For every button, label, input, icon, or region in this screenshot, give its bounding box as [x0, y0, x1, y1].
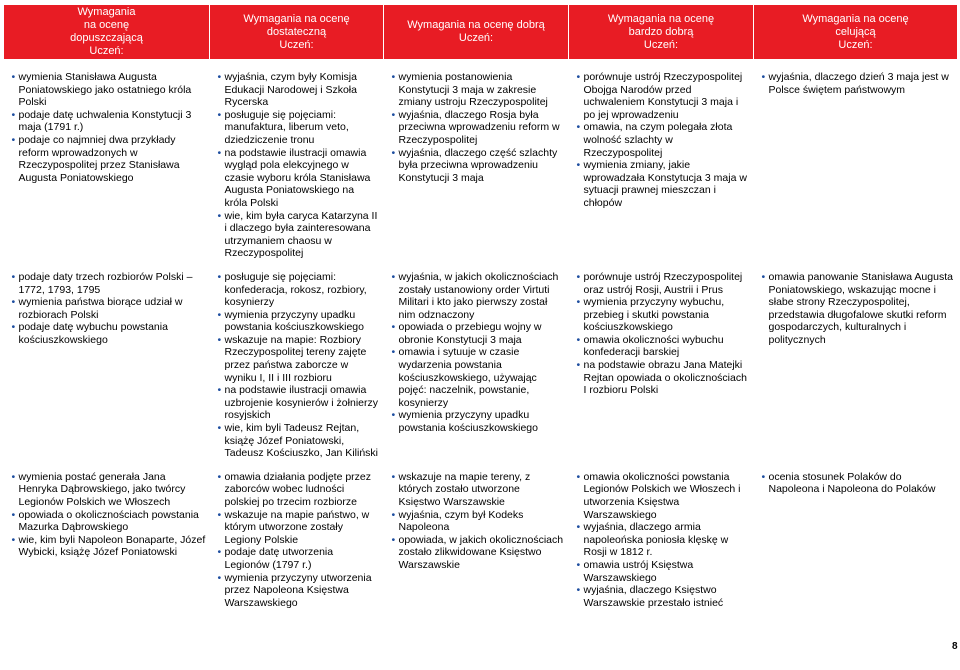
requirement-item: • wskazuje na mapie: Rozbiory Rzeczypospolitej tereny zajęte przez państwa zaborcze w wyniku I, II i III rozbioru: [218, 334, 380, 384]
requirement-item: • wymienia państwa biorące udział w rozbiorach Polski: [12, 296, 206, 321]
table-cell: [569, 471, 754, 641]
requirement-item: • podaje datę utworzenia Legionów (1797 r.): [218, 546, 380, 571]
requirement-item: • wymienia przyczyny upadku powstania kościuszkowskiego: [218, 309, 380, 334]
table-cell: [569, 271, 754, 460]
requirement-item: • omawia działania podjęte przez zaborców wobec ludności polskiej po trzecim rozbiorze: [218, 471, 380, 509]
requirements-page: [3, 4, 957, 641]
requirement-item: • podaje datę wybuchu powstania kościuszkowskiego: [12, 321, 206, 346]
requirement-item: • posługuje się pojęciami: manufaktura, liberum veto, dziedziczenie tronu: [218, 109, 380, 147]
requirement-item: • opowiada o przebiegu wojny w obronie Konstytucji 3 maja: [392, 321, 565, 346]
requirement-item: • wyjaśnia, dlaczego Księstwo Warszawskie przestało istnieć: [577, 584, 750, 609]
table-cell: [210, 471, 384, 641]
table-cell: [754, 271, 958, 460]
requirement-item: • wymienia Stanisława Augusta Poniatowskiego jako ostatniego króla Polski: [12, 71, 206, 109]
header-grade-dopuszczajaca: Wymagania na ocenę dopuszczającą Uczeń:: [4, 5, 210, 60]
table-cell: [4, 271, 210, 460]
requirement-item: • wymienia przyczyny wybuchu, przebieg i skutki powstania kościuszkowskiego: [577, 296, 750, 334]
requirement-item: • wyjaśnia, dlaczego część szlachty była przeciwna wprowadzeniu Konstytucji 3 maja: [392, 147, 565, 185]
requirement-item: • na podstawie ilustracji omawia wygląd pola elekcyjnego w czasie wyboru króla Stanisława Augusta Poniatowskiego na króla Polski: [218, 147, 380, 210]
requirement-item: • wyjaśnia, czym były Komisja Edukacji Narodowej i Szkoła Rycerska: [218, 71, 380, 109]
requirement-item: • wyjaśnia, dlaczego dzień 3 maja jest w Polsce świętem państwowym: [762, 71, 954, 96]
requirement-item: • wymienia przyczyny upadku powstania kościuszkowskiego: [392, 409, 565, 434]
requirement-item: • podaje daty trzech rozbiorów Polski – 1772, 1793, 1795: [12, 271, 206, 296]
requirement-item: • omawia panowanie Stanisława Augusta Poniatowskiego, wskazując mocne i słabe strony Rzeczypospolitej, przedstawia długofalowe skutki reform gospodarczych, kulturalnych i politycznych: [762, 271, 954, 347]
requirement-item: • posługuje się pojęciami: konfederacja, rokosz, rozbiory, kosynierzy: [218, 271, 380, 309]
requirements-table: [3, 4, 958, 641]
table-row: [4, 71, 958, 260]
table-cell: [384, 271, 569, 460]
requirement-item: • wie, kim byli Tadeusz Rejtan, książę Józef Poniatowski, Tadeusz Kościuszko, Jan Kiliński: [218, 422, 380, 460]
requirement-item: • na podstawie obrazu Jana Matejki Rejtan opowiada o okolicznościach I rozbioru Polski: [577, 359, 750, 397]
table-cell: [754, 71, 958, 260]
requirement-item: • podaje datę uchwalenia Konstytucji 3 maja (1791 r.): [12, 109, 206, 134]
requirement-item: • porównuje ustrój Rzeczypospolitej oraz ustrój Rosji, Austrii i Prus: [577, 271, 750, 296]
requirement-item: • podaje co najmniej dwa przykłady reform wprowadzonych w Rzeczypospolitej przez Stanisława Augusta Poniatowskiego: [12, 134, 206, 184]
requirement-item: • wymienia zmiany, jakie wprowadzała Konstytucja 3 maja w sytuacji prawnej mieszczan i chłopów: [577, 159, 750, 209]
header-row: [4, 5, 958, 60]
requirement-item: • wie, kim byli Napoleon Bonaparte, Józef Wybicki, książę Józef Poniatowski: [12, 534, 206, 559]
requirement-item: • wskazuje na mapie tereny, z których zostało utworzone Księstwo Warszawskie: [392, 471, 565, 509]
requirement-item: • wymienia postanowienia Konstytucji 3 maja w zakresie zmiany ustroju Rzeczypospolitej: [392, 71, 565, 109]
page-number: 8: [952, 641, 958, 652]
table-cell: [210, 271, 384, 460]
table-row: [4, 271, 958, 460]
header-grade-dobra: Wymagania na ocenę dobrą Uczeń:: [384, 5, 569, 60]
table-row: [4, 471, 958, 641]
requirement-item: • wymienia przyczyny utworzenia przez Napoleona Księstwa Warszawskiego: [218, 572, 380, 610]
requirement-item: • wskazuje na mapie państwo, w którym utworzone zostały Legiony Polskie: [218, 509, 380, 547]
requirement-item: • omawia okoliczności wybuchu konfederacji barskiej: [577, 334, 750, 359]
requirement-item: • opowiada o okolicznościach powstania Mazurka Dąbrowskiego: [12, 509, 206, 534]
table-cell: [384, 71, 569, 260]
requirement-item: • opowiada, w jakich okolicznościach zostało zlikwidowane Księstwo Warszawskie: [392, 534, 565, 572]
table-cell: [4, 471, 210, 641]
table-cell: [754, 471, 958, 641]
requirement-item: • omawia, na czym polegała złota wolność szlachty w Rzeczypospolitej: [577, 121, 750, 159]
header-grade-celujaca: Wymagania na ocenę celującą Uczeń:: [754, 5, 958, 60]
requirement-item: • ocenia stosunek Polaków do Napoleona i Napoleona do Polaków: [762, 471, 954, 496]
header-grade-dostateczna: Wymagania na ocenę dostateczną Uczeń:: [210, 5, 384, 60]
table-cell: [384, 471, 569, 641]
requirement-item: • wie, kim była caryca Katarzyna II i dlaczego była zainteresowana utrzymaniem chaosu w Rzeczypospolitej: [218, 210, 380, 260]
requirement-item: • wyjaśnia, czym był Kodeks Napoleona: [392, 509, 565, 534]
header-grade-bardzo-dobra: Wymagania na ocenę bardzo dobrą Uczeń:: [569, 5, 754, 60]
requirement-item: • omawia i sytuuje w czasie wydarzenia powstania kościuszkowskiego, używając pojęć: naczelnik, powstanie, kosynierzy: [392, 346, 565, 409]
requirement-item: • omawia okoliczności powstania Legionów Polskich we Włoszech i utworzenia Księstwa Warszawskiego: [577, 471, 750, 521]
requirement-item: • omawia ustrój Księstwa Warszawskiego: [577, 559, 750, 584]
requirement-item: • wyjaśnia, w jakich okolicznościach zostały ustanowiony order Virtuti Militari i kto jako pierwszy został nim odznaczony: [392, 271, 565, 321]
requirement-item: • wyjaśnia, dlaczego armia napoleońska poniosła klęskę w Rosji w 1812 r.: [577, 521, 750, 559]
table-cell: [210, 71, 384, 260]
table-cell: [4, 71, 210, 260]
requirement-item: • na podstawie ilustracji omawia uzbrojenie kosynierów i żołnierzy rosyjskich: [218, 384, 380, 422]
table-cell: [569, 71, 754, 260]
requirement-item: • wymienia postać generała Jana Henryka Dąbrowskiego, jako twórcy Legionów Polskich we Włoszech: [12, 471, 206, 509]
requirement-item: • wyjaśnia, dlaczego Rosja była przeciwna wprowadzeniu reform w Rzeczypospolitej: [392, 109, 565, 147]
requirement-item: • porównuje ustrój Rzeczypospolitej Obojga Narodów przed uchwaleniem Konstytucji 3 maja i po jej wprowadzeniu: [577, 71, 750, 121]
